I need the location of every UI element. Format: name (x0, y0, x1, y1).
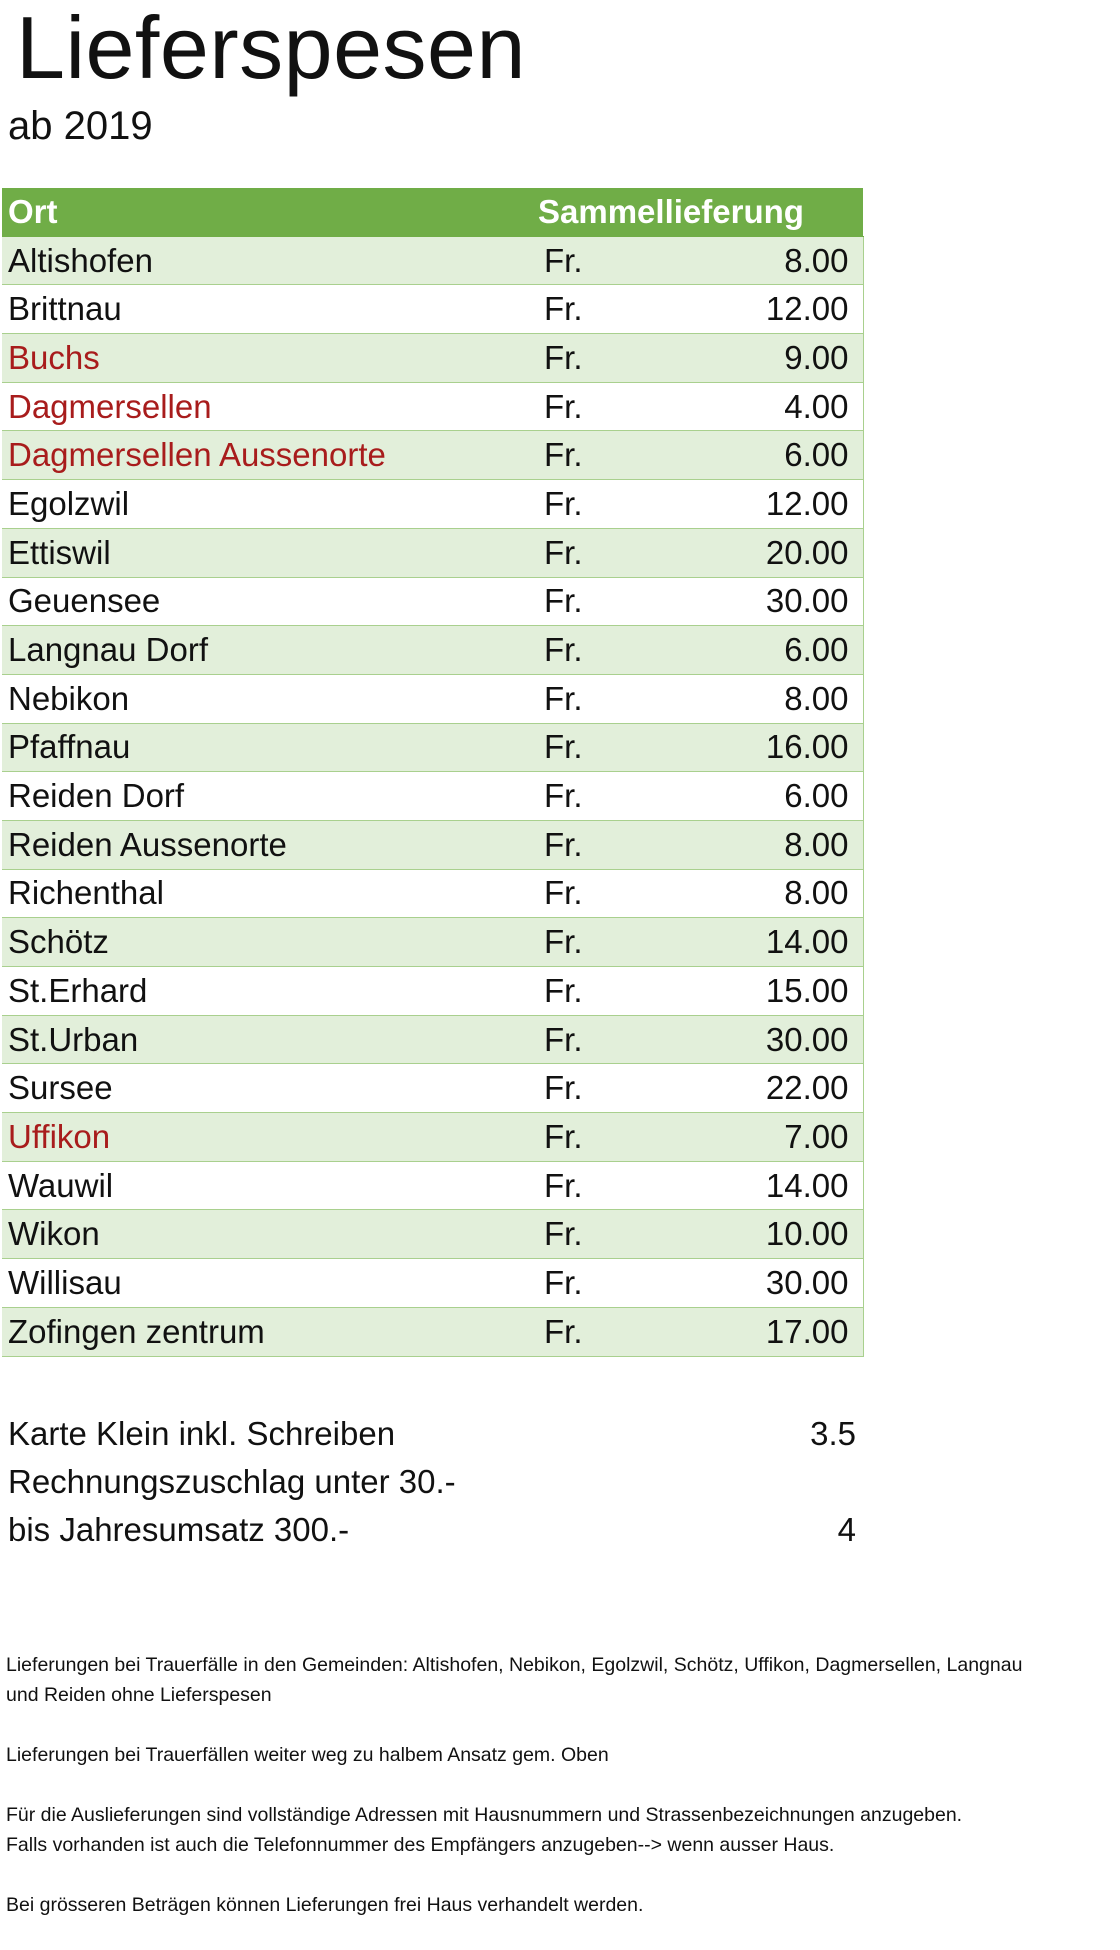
currency-label: Fr. (532, 382, 672, 431)
location-name: Reiden Dorf (2, 772, 532, 821)
location-name: Schötz (2, 918, 532, 967)
location-name: Willisau (2, 1259, 532, 1308)
location-name: Dagmersellen Aussenorte (2, 431, 532, 480)
table-row (2, 480, 863, 529)
location-name: Pfaffnau (2, 723, 532, 772)
currency-label: Fr. (532, 1113, 672, 1162)
table-row (2, 674, 863, 723)
notes-section (6, 1650, 1118, 1950)
table-row (2, 285, 863, 334)
fee-amount: 12.00 (672, 480, 863, 529)
table-row (2, 820, 863, 869)
note-paragraph (6, 1890, 1118, 1920)
currency-label: Fr. (532, 577, 672, 626)
extra-fee-value: 3.5 (810, 1415, 856, 1452)
extra-fee-value: 4 (837, 1511, 856, 1548)
location-name: Richenthal (2, 869, 532, 918)
table-row (2, 1161, 863, 1210)
fee-amount: 8.00 (672, 869, 863, 918)
currency-label: Fr. (532, 528, 672, 577)
fee-amount: 30.00 (672, 1015, 863, 1064)
location-name: Egolzwil (2, 480, 532, 529)
fee-amount: 22.00 (672, 1064, 863, 1113)
fee-amount: 14.00 (672, 918, 863, 967)
fee-amount: 30.00 (672, 577, 863, 626)
delivery-fee-table (2, 188, 864, 1357)
currency-label: Fr. (532, 772, 672, 821)
table-row (2, 577, 863, 626)
note-line: Lieferungen bei Trauerfälle in den Gemeinden: Altishofen, Nebikon, Egolzwil, Schötz, Uffikon, Dagmersellen, Langnau (6, 1654, 1023, 1676)
page-title: Lieferspesen (16, 0, 526, 97)
currency-label: Fr. (532, 967, 672, 1016)
location-name: Wauwil (2, 1161, 532, 1210)
fee-amount: 16.00 (672, 723, 863, 772)
location-name: Langnau Dorf (2, 626, 532, 675)
table-row (2, 1210, 863, 1259)
extra-fee-row (8, 1458, 856, 1506)
currency-label: Fr. (532, 1064, 672, 1113)
table-row (2, 1064, 863, 1113)
fee-amount: 20.00 (672, 528, 863, 577)
table-row (2, 626, 863, 675)
table-row (2, 1259, 863, 1308)
fee-amount: 6.00 (672, 626, 863, 675)
table-row (2, 772, 863, 821)
location-name: Wikon (2, 1210, 532, 1259)
location-name: Ettiswil (2, 528, 532, 577)
note-paragraph (6, 1800, 1118, 1860)
extra-fee-row (8, 1506, 856, 1554)
location-name: Reiden Aussenorte (2, 820, 532, 869)
fee-amount: 8.00 (672, 236, 863, 285)
note-line: Lieferungen bei Trauerfällen weiter weg zu halbem Ansatz gem. Oben (6, 1744, 609, 1766)
extra-fee-row (8, 1410, 856, 1458)
header-sammellieferung: Sammellieferung (532, 188, 863, 236)
table-row (2, 431, 863, 480)
table-row (2, 1015, 863, 1064)
currency-label: Fr. (532, 1015, 672, 1064)
fee-amount: 14.00 (672, 1161, 863, 1210)
table-row (2, 1307, 863, 1356)
fee-amount: 7.00 (672, 1113, 863, 1162)
note-paragraph (6, 1650, 1118, 1710)
currency-label: Fr. (532, 918, 672, 967)
currency-label: Fr. (532, 1259, 672, 1308)
location-name: Sursee (2, 1064, 532, 1113)
extra-fee-label: bis Jahresumsatz 300.- (8, 1511, 350, 1548)
location-name: Nebikon (2, 674, 532, 723)
fee-amount: 30.00 (672, 1259, 863, 1308)
location-name: Zofingen zentrum (2, 1307, 532, 1356)
location-name: St.Erhard (2, 967, 532, 1016)
currency-label: Fr. (532, 723, 672, 772)
location-name: Dagmersellen (2, 382, 532, 431)
table-row (2, 236, 863, 285)
currency-label: Fr. (532, 236, 672, 285)
currency-label: Fr. (532, 285, 672, 334)
currency-label: Fr. (532, 1307, 672, 1356)
currency-label: Fr. (532, 1161, 672, 1210)
note-line: Für die Auslieferungen sind vollständige Adressen mit Hausnummern und Strassenbezeichnungen anzugeben. (6, 1804, 963, 1826)
fee-amount: 15.00 (672, 967, 863, 1016)
table-body (2, 236, 863, 1356)
location-name: Uffikon (2, 1113, 532, 1162)
fee-amount: 8.00 (672, 674, 863, 723)
note-line: Falls vorhanden ist auch die Telefonnummer des Empfängers anzugeben--> wenn ausser Haus. (6, 1834, 835, 1856)
note-line: Bei grösseren Beträgen können Lieferungen frei Haus verhandelt werden. (6, 1894, 644, 1916)
table-row (2, 528, 863, 577)
fee-amount: 6.00 (672, 772, 863, 821)
currency-label: Fr. (532, 431, 672, 480)
table-row (2, 723, 863, 772)
table-header-row (2, 188, 863, 236)
location-name: Brittnau (2, 285, 532, 334)
page-subtitle: ab 2019 (8, 104, 153, 148)
extra-fees (8, 1410, 856, 1554)
currency-label: Fr. (532, 626, 672, 675)
currency-label: Fr. (532, 820, 672, 869)
fee-amount: 6.00 (672, 431, 863, 480)
currency-label: Fr. (532, 1210, 672, 1259)
fee-amount: 10.00 (672, 1210, 863, 1259)
location-name: Altishofen (2, 236, 532, 285)
extra-fee-label: Rechnungszuschlag unter 30.- (8, 1463, 456, 1500)
fee-amount: 4.00 (672, 382, 863, 431)
table-row (2, 918, 863, 967)
fee-amount: 8.00 (672, 820, 863, 869)
currency-label: Fr. (532, 869, 672, 918)
currency-label: Fr. (532, 334, 672, 383)
location-name: St.Urban (2, 1015, 532, 1064)
table-row (2, 382, 863, 431)
currency-label: Fr. (532, 674, 672, 723)
location-name: Geuensee (2, 577, 532, 626)
fee-amount: 12.00 (672, 285, 863, 334)
note-paragraph (6, 1740, 1118, 1770)
fee-amount: 9.00 (672, 334, 863, 383)
note-line: und Reiden ohne Lieferspesen (6, 1684, 272, 1706)
header-ort: Ort (2, 188, 532, 236)
table-row (2, 334, 863, 383)
location-name: Buchs (2, 334, 532, 383)
fee-amount: 17.00 (672, 1307, 863, 1356)
table-row (2, 967, 863, 1016)
table-row (2, 869, 863, 918)
extra-fee-label: Karte Klein inkl. Schreiben (8, 1415, 396, 1452)
table-row (2, 1113, 863, 1162)
currency-label: Fr. (532, 480, 672, 529)
